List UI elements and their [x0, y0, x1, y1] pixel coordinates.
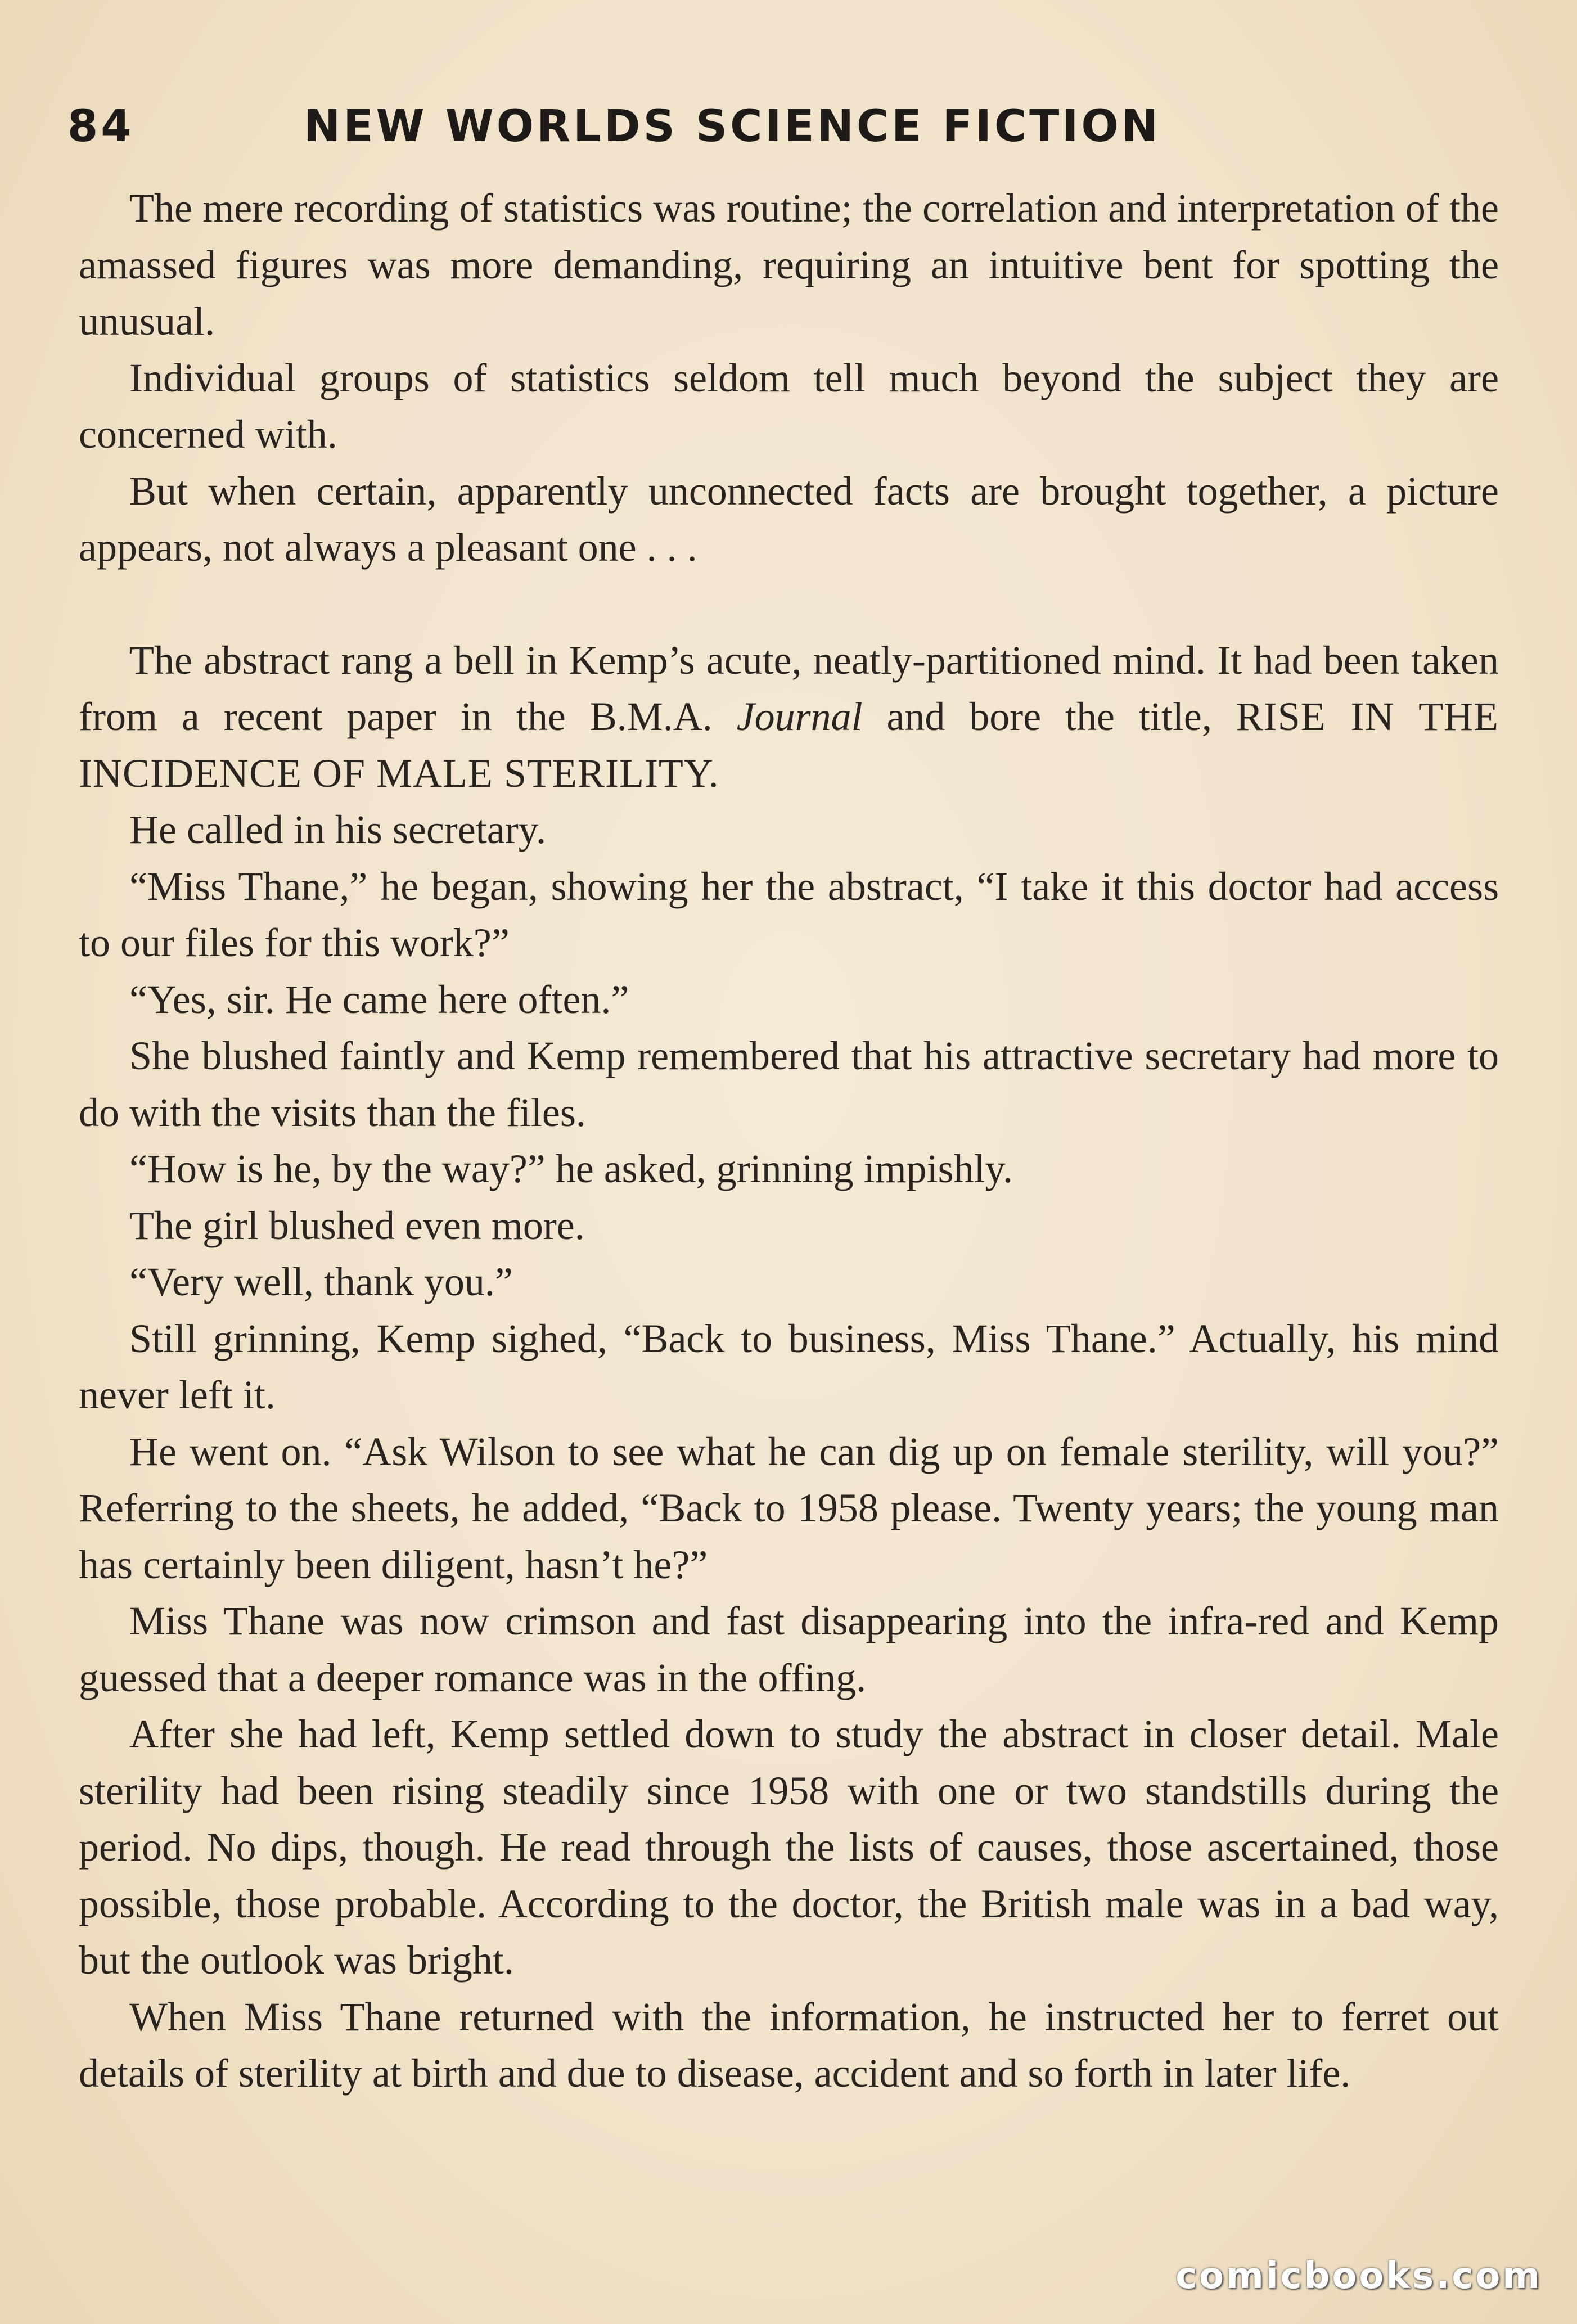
paragraph: Individual groups of statistics seldom tell much beyond the subject they are concerned with.: [79, 355, 1499, 457]
running-header: [67, 101, 1277, 152]
paragraph-text: and bore the title,: [886, 694, 1212, 739]
page-number: 84: [67, 101, 134, 152]
paragraph: Miss Thane was now crimson and fast disappearing into the infra-red and Kemp guessed that a deeper romance was in the offing.: [79, 1598, 1499, 1700]
paragraph: “Yes, sir. He came here often.”: [129, 976, 629, 1022]
site-watermark: comicbooks.com: [1175, 2255, 1542, 2297]
magazine-title: NEW WORLDS SCIENCE FICTION: [304, 101, 1161, 152]
paragraph: “Very well, thank you.”: [129, 1259, 513, 1304]
journal-name: Journal: [736, 694, 863, 739]
paragraph: “How is he, by the way?” he asked, grinning impishly.: [129, 1146, 1013, 1191]
paper-title: RISE IN THE INCIDENCE OF MALE STERILITY.: [79, 694, 1499, 796]
section-break: [79, 576, 1499, 632]
paragraph: She blushed faintly and Kemp remembered that his attractive secretary had more to do with the visits than the files.: [79, 1033, 1499, 1135]
story-text: [79, 180, 1499, 2102]
paragraph: He went on. “Ask Wilson to see what he can dig up on female sterility, will you?” Referring to the sheets, he added, “Back to 1958 please. Twenty years; the young man has certainly been diligent, hasn’t he?”: [79, 1429, 1499, 1587]
paragraph: “Miss Thane,” he began, showing her the abstract, “I take it this doctor had access to our files for this work?”: [79, 863, 1499, 965]
paragraph: Still grinning, Kemp sighed, “Back to business, Miss Thane.” Actually, his mind never left it.: [79, 1316, 1499, 1417]
paragraph-text: The abstract rang a bell in Kemp’s acute, neatly-partitioned mind. It had been taken from a recent paper in the B.M.A.: [79, 637, 1499, 739]
paragraph: He called in his secretary.: [129, 807, 546, 852]
paragraph: [79, 632, 1499, 802]
paragraph: When Miss Thane returned with the information, he instructed her to ferret out details of sterility at birth and due to disease, accident and so forth in later life.: [79, 1994, 1499, 2096]
paragraph: After she had left, Kemp settled down to study the abstract in closer detail. Male sterility had been rising steadily since 1958 with one or two standstills during the period. No dips, though. He read through the lists of causes, those ascertained, those possible, those probable. According to the doctor, the British male was in a bad way, but the outlook was bright.: [79, 1712, 1499, 1983]
paragraph: But when certain, apparently unconnected facts are brought together, a picture appears, not always a pleasant one . . .: [79, 468, 1499, 570]
paragraph: The girl blushed even more.: [129, 1202, 585, 1248]
paragraph: The mere recording of statistics was routine; the correlation and interpretation of the amassed figures was more demanding, requiring an intuitive bent for spotting the unusual.: [79, 186, 1499, 344]
